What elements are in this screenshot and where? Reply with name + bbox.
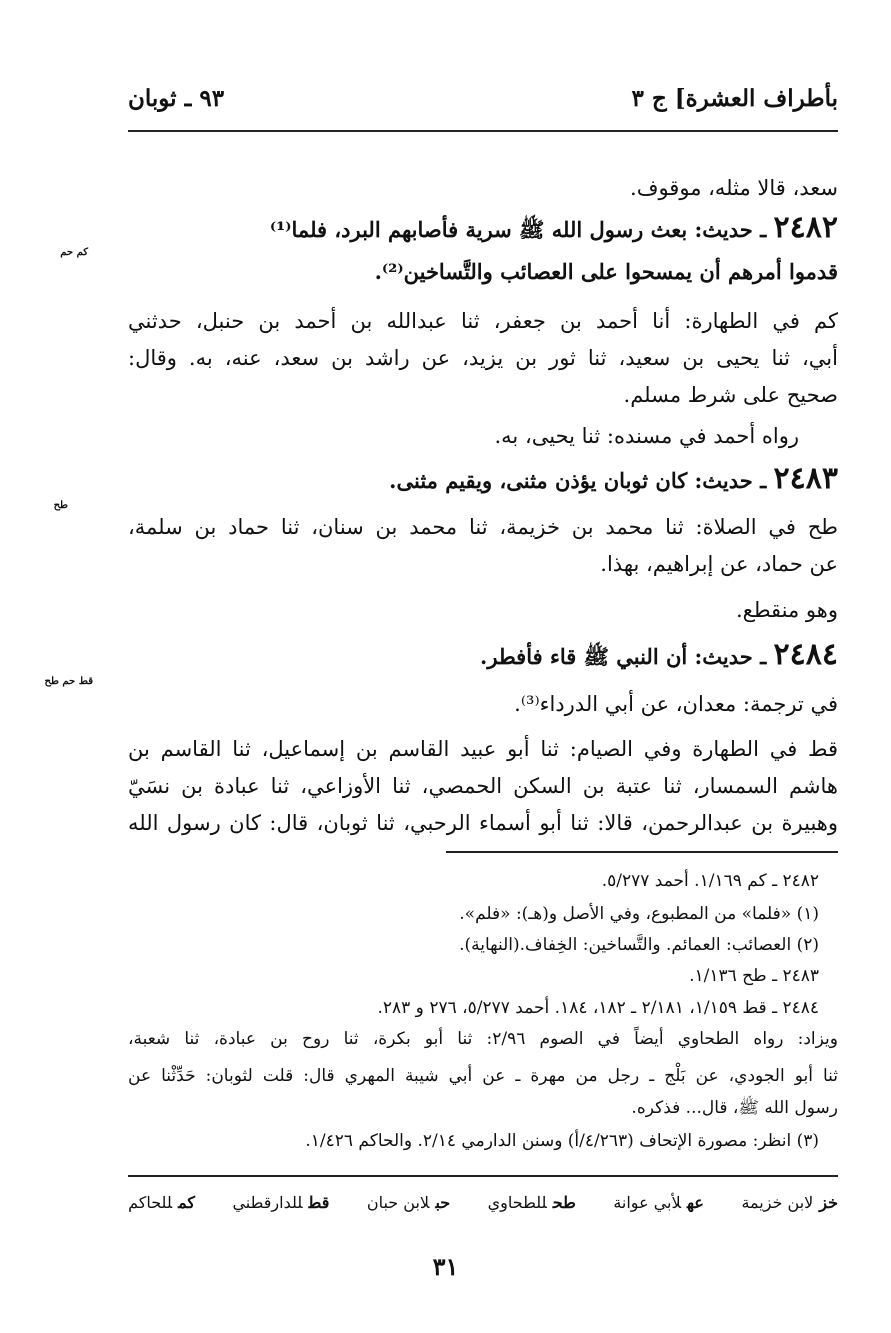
footnote-line: ثنا أبو الجودي، عن بَلْج ـ رجل من مهرة ـ عن أبي شيبة المهري قال: قلت لثوبان: حَدِّثْنا عن bbox=[128, 1066, 838, 1086]
text-line: وهو منقطع. bbox=[735, 598, 838, 622]
footnote-line: رسول الله ﷺ، قال... فذكره. bbox=[631, 1098, 838, 1118]
text-line: طح في الصلاة: ثنا محمد بن خزيمة، ثنا محمد بن سنان، ثنا حماد بن سلمة، bbox=[128, 515, 839, 539]
abbreviation-item bbox=[613, 1193, 704, 1212]
abbreviation-code: طح bbox=[552, 1193, 576, 1212]
abbreviation-label: للطحاوي bbox=[487, 1193, 547, 1212]
source-marker: طح bbox=[53, 500, 68, 511]
footnote-line: (٢) العصائب: العمائم. والتَّساخين: الخِفاف.(النهاية). bbox=[459, 935, 819, 955]
hadith-number: ٢٤٨٤ bbox=[773, 637, 838, 672]
abbreviation-code: خز bbox=[819, 1193, 838, 1212]
abbreviation-label: لابن حبان bbox=[366, 1193, 430, 1212]
abbreviation-code: عه bbox=[687, 1193, 704, 1212]
page-number: ٣١ bbox=[432, 1252, 459, 1281]
abbreviations-rule bbox=[128, 1175, 838, 1177]
source-marker: قط حم طح bbox=[44, 676, 93, 687]
abbreviation-code: قط bbox=[308, 1193, 330, 1212]
hadith-2482-heading bbox=[128, 210, 838, 248]
abbreviation-code: حب bbox=[435, 1193, 451, 1212]
running-header-section: ٩٣ ـ ثوبان bbox=[128, 85, 225, 112]
hadith-text: ـ حديث: كان ثوبان يؤذن مثنى، ويقيم مثنى. bbox=[389, 468, 767, 493]
abbreviations-key bbox=[128, 1193, 838, 1212]
abbreviation-code: كم bbox=[178, 1193, 195, 1212]
text-line: سعد، قالا مثله، موقوف. bbox=[630, 176, 838, 200]
text-line: في ترجمة: معدان، عن أبي الدرداء⁽³⁾. bbox=[514, 692, 838, 716]
abbreviation-item bbox=[232, 1193, 329, 1212]
footnote-line: ٢٤٨٢ ـ كم ١/١٦٩. أحمد ٥/٢٧٧. bbox=[601, 871, 819, 891]
hadith-number: ٢٤٨٣ bbox=[773, 461, 838, 496]
abbreviation-item bbox=[367, 1193, 450, 1212]
hadith-number: ٢٤٨٢ bbox=[773, 210, 838, 245]
abbreviation-label: لأبي عوانة bbox=[613, 1193, 682, 1212]
abbreviation-item bbox=[741, 1193, 838, 1212]
abbreviation-item bbox=[488, 1193, 576, 1212]
footnote-line: ٢٤٨٤ ـ قط ١/١٥٩، ٢/١٨١ ـ ١٨٢، ١٨٤. أحمد ٥/٢٧٧، ٢٧٦ و ٢٨٣. bbox=[377, 998, 819, 1018]
source-marker: كم حم bbox=[60, 247, 88, 258]
text-line: وهبيرة بن عبدالرحمن، قالا: ثنا أبو أسماء الرحبي، ثنا ثوبان، قال: كان رسول الله bbox=[128, 811, 838, 835]
text-line: رواه أحمد في مسنده: ثنا يحيى، به. bbox=[494, 424, 799, 448]
footnote-rule bbox=[446, 851, 838, 853]
hadith-2484-heading bbox=[128, 637, 838, 675]
text-line: عن حماد، عن إبراهيم، بهذا. bbox=[600, 552, 838, 576]
abbreviation-label: للحاكم bbox=[128, 1193, 173, 1212]
header-rule bbox=[128, 130, 838, 132]
footnote-line: (١) «فلما» من المطبوع، وفي الأصل و(هـ): «فلم». bbox=[459, 904, 819, 924]
running-header-title: بأطراف العشرة] ج ٣ bbox=[631, 85, 838, 112]
abbreviation-label: للدارقطني bbox=[232, 1193, 303, 1212]
text-line: أبي، ثنا يحيى بن سعيد، ثنا ثور بن يزيد، عن راشد بن سعد، عنه، به. وقال: bbox=[128, 346, 838, 370]
text-line: هاشم السمسار، ثنا عتبة بن السكن الحمصي، ثنا الأوزاعي، ثنا عبادة بن نسَيّ bbox=[128, 774, 838, 798]
footnote-line: ٢٤٨٣ ـ طح ١/١٣٦. bbox=[689, 966, 819, 986]
footnote-line: ويزاد: رواه الطحاوي أيضاً في الصوم ٢/٩٦: ثنا أبو بكرة، ثنا روح بن عبادة، ثنا شعبة، bbox=[128, 1029, 838, 1049]
text-line: صحيح على شرط مسلم. bbox=[623, 383, 838, 407]
text-line: قط في الطهارة وفي الصيام: ثنا أبو عبيد القاسم بن إسماعيل، ثنا القاسم بن bbox=[128, 737, 838, 761]
hadith-text: ـ حديث: بعث رسول الله ﷺ سرية فأصابهم البرد، فلما⁽¹⁾ bbox=[269, 217, 767, 242]
hadith-text: ـ حديث: أن النبي ﷺ قاء فأفطر. bbox=[480, 644, 767, 669]
abbreviation-label: لابن خزيمة bbox=[741, 1193, 814, 1212]
hadith-text-line: قدموا أمرهم أن يمسحوا على العصائب والتَّساخين⁽²⁾. bbox=[374, 259, 838, 284]
hadith-2483-heading bbox=[128, 461, 838, 499]
abbreviation-item bbox=[128, 1193, 195, 1212]
text-line: كم في الطهارة: أنا أحمد بن جعفر، ثنا عبدالله بن أحمد بن حنبل، حدثني bbox=[128, 309, 838, 333]
footnote-line: (٣) انظر: مصورة الإتحاف (٤/٢٦٣/أ) وسنن الدارمي ٢/١٤. والحاكم ١/٤٢٦. bbox=[305, 1131, 819, 1151]
